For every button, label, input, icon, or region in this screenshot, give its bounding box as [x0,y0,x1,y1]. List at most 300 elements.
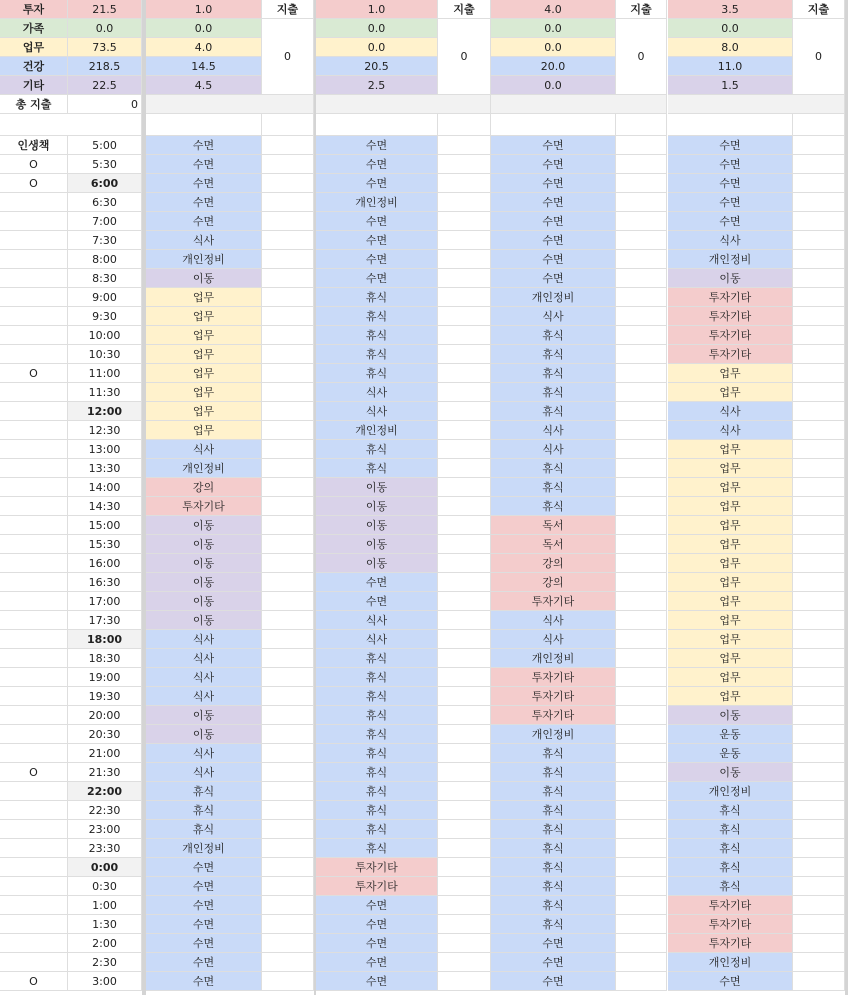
activity-cell[interactable]: 수면 [668,174,793,193]
expense-cell[interactable] [438,972,491,991]
expense-cell[interactable] [793,155,845,174]
habit-mark[interactable] [0,725,68,744]
time-slot[interactable]: 20:00 [68,706,142,725]
activity-cell[interactable]: 수면 [491,972,616,991]
day-category-hours[interactable]: 14.5 [146,57,262,76]
day-category-hours[interactable]: 0.0 [491,76,616,95]
activity-cell[interactable]: 휴식 [316,440,438,459]
activity-cell[interactable]: 휴식 [491,801,616,820]
activity-cell[interactable]: 휴식 [146,820,262,839]
activity-cell[interactable]: 운동 [668,744,793,763]
expense-cell[interactable] [262,668,314,687]
habit-mark[interactable] [0,668,68,687]
category-total[interactable]: 21.5 [68,0,142,19]
expense-cell[interactable] [616,725,667,744]
expense-cell[interactable] [438,592,491,611]
activity-cell[interactable]: 휴식 [491,744,616,763]
activity-cell[interactable]: 휴식 [668,801,793,820]
expense-cell[interactable] [262,934,314,953]
activity-cell[interactable]: 휴식 [316,801,438,820]
activity-cell[interactable]: 수면 [491,136,616,155]
expense-cell[interactable] [616,345,667,364]
activity-cell[interactable]: 업무 [668,497,793,516]
activity-cell[interactable]: 수면 [491,250,616,269]
day-category-hours[interactable]: 0.0 [668,19,793,38]
habit-mark[interactable] [0,440,68,459]
expense-cell[interactable] [438,269,491,288]
expense-cell[interactable] [616,459,667,478]
expense-cell[interactable] [438,212,491,231]
habit-mark[interactable] [0,782,68,801]
habit-mark[interactable] [0,516,68,535]
time-slot[interactable]: 9:30 [68,307,142,326]
day-category-hours[interactable]: 4.0 [146,38,262,57]
activity-cell[interactable]: 식사 [491,611,616,630]
activity-cell[interactable]: 수면 [668,155,793,174]
expense-cell[interactable] [262,440,314,459]
expense-cell[interactable] [438,421,491,440]
expense-cell[interactable] [262,706,314,725]
activity-cell[interactable]: 투자기타 [316,858,438,877]
expense-cell[interactable] [616,174,667,193]
habit-mark[interactable] [0,706,68,725]
activity-cell[interactable]: 개인정비 [491,288,616,307]
time-slot[interactable]: 9:00 [68,288,142,307]
time-slot[interactable]: 18:00 [68,630,142,649]
activity-cell[interactable]: 이동 [316,516,438,535]
habit-mark[interactable] [0,630,68,649]
activity-cell[interactable]: 휴식 [491,364,616,383]
expense-cell[interactable] [262,231,314,250]
expense-cell[interactable] [262,288,314,307]
habit-mark[interactable] [0,421,68,440]
habit-mark[interactable] [0,269,68,288]
expense-cell[interactable] [616,630,667,649]
activity-cell[interactable]: 개인정비 [491,649,616,668]
expense-cell[interactable] [262,877,314,896]
activity-cell[interactable]: 개인정비 [316,421,438,440]
activity-cell[interactable]: 이동 [316,554,438,573]
expense-cell[interactable] [262,915,314,934]
expense-cell[interactable] [616,326,667,345]
activity-cell[interactable]: 수면 [668,972,793,991]
activity-cell[interactable]: 수면 [316,212,438,231]
day-category-hours[interactable]: 0.0 [316,38,438,57]
expense-cell[interactable] [793,706,845,725]
activity-cell[interactable]: 수면 [146,915,262,934]
activity-cell[interactable]: 업무 [146,288,262,307]
expense-cell[interactable] [438,649,491,668]
expense-cell[interactable] [616,896,667,915]
activity-cell[interactable]: 업무 [146,307,262,326]
time-slot[interactable]: 8:30 [68,269,142,288]
expense-cell[interactable] [262,326,314,345]
habit-mark[interactable] [0,573,68,592]
activity-cell[interactable]: 휴식 [146,782,262,801]
expense-cell[interactable] [262,345,314,364]
activity-cell[interactable]: 개인정비 [146,459,262,478]
expense-cell[interactable] [262,174,314,193]
expense-cell[interactable] [438,877,491,896]
habit-mark[interactable]: O [0,174,68,193]
expense-cell[interactable] [616,573,667,592]
expense-cell[interactable] [262,725,314,744]
activity-cell[interactable]: 휴식 [146,801,262,820]
habit-mark[interactable] [0,801,68,820]
expense-cell[interactable] [616,649,667,668]
activity-cell[interactable]: 투자기타 [668,288,793,307]
time-slot[interactable]: 12:00 [68,402,142,421]
expense-cell[interactable] [793,573,845,592]
expense-cell[interactable] [616,915,667,934]
day-category-hours[interactable]: 2.5 [316,76,438,95]
expense-cell[interactable] [616,269,667,288]
expense-cell[interactable] [793,345,845,364]
expense-cell[interactable] [262,136,314,155]
activity-cell[interactable]: 수면 [491,269,616,288]
activity-cell[interactable]: 업무 [668,516,793,535]
activity-cell[interactable]: 투자기타 [668,345,793,364]
activity-cell[interactable]: 수면 [316,934,438,953]
activity-cell[interactable]: 휴식 [491,383,616,402]
activity-cell[interactable]: 휴식 [491,478,616,497]
activity-cell[interactable]: 식사 [491,630,616,649]
expense-cell[interactable] [438,478,491,497]
time-slot[interactable]: 11:30 [68,383,142,402]
day-category-hours[interactable]: 3.5 [668,0,793,19]
activity-cell[interactable]: 휴식 [316,307,438,326]
expense-cell[interactable] [438,554,491,573]
expense-cell[interactable] [793,516,845,535]
activity-cell[interactable]: 휴식 [491,915,616,934]
habit-mark[interactable] [0,497,68,516]
expense-cell[interactable] [793,535,845,554]
activity-cell[interactable]: 휴식 [491,820,616,839]
habit-mark[interactable]: O [0,972,68,991]
category-label[interactable]: 건강 [0,57,68,76]
expense-cell[interactable] [438,535,491,554]
expense-cell[interactable] [793,174,845,193]
habit-mark[interactable] [0,383,68,402]
activity-cell[interactable]: 이동 [668,763,793,782]
activity-cell[interactable]: 식사 [146,763,262,782]
category-label[interactable]: 가족 [0,19,68,38]
expense-cell[interactable] [438,174,491,193]
time-slot[interactable]: 23:00 [68,820,142,839]
expense-cell[interactable] [438,459,491,478]
activity-cell[interactable]: 휴식 [316,744,438,763]
expense-cell[interactable] [793,782,845,801]
time-slot[interactable]: 21:00 [68,744,142,763]
habit-mark[interactable] [0,744,68,763]
expense-cell[interactable] [616,972,667,991]
activity-cell[interactable]: 휴식 [668,839,793,858]
activity-cell[interactable]: 식사 [491,440,616,459]
activity-cell[interactable]: 휴식 [316,687,438,706]
expense-cell[interactable] [438,288,491,307]
habit-mark[interactable] [0,288,68,307]
expense-cell[interactable] [793,554,845,573]
activity-cell[interactable]: 운동 [668,725,793,744]
activity-cell[interactable]: 수면 [316,136,438,155]
activity-cell[interactable]: 식사 [146,630,262,649]
expense-cell[interactable] [438,801,491,820]
activity-cell[interactable]: 휴식 [316,649,438,668]
expense-cell[interactable] [616,155,667,174]
activity-cell[interactable]: 독서 [491,535,616,554]
day-category-hours[interactable]: 20.0 [491,57,616,76]
activity-cell[interactable]: 식사 [146,440,262,459]
activity-cell[interactable]: 업무 [668,459,793,478]
activity-cell[interactable]: 휴식 [316,459,438,478]
expense-cell[interactable] [616,440,667,459]
time-slot[interactable]: 17:00 [68,592,142,611]
activity-cell[interactable]: 수면 [146,136,262,155]
expense-cell[interactable] [438,744,491,763]
day-category-hours[interactable]: 20.5 [316,57,438,76]
time-slot[interactable]: 2:30 [68,953,142,972]
activity-cell[interactable]: 투자기타 [316,877,438,896]
activity-cell[interactable]: 식사 [146,668,262,687]
expense-cell[interactable] [438,383,491,402]
expense-cell[interactable] [262,763,314,782]
activity-cell[interactable]: 이동 [316,497,438,516]
activity-cell[interactable]: 휴식 [491,839,616,858]
expense-cell[interactable] [616,136,667,155]
expense-cell[interactable] [262,364,314,383]
expense-cell[interactable] [616,516,667,535]
expense-cell[interactable] [438,402,491,421]
activity-cell[interactable]: 휴식 [491,497,616,516]
time-slot[interactable]: 14:00 [68,478,142,497]
expense-header[interactable]: 지출 [262,0,314,19]
activity-cell[interactable]: 이동 [668,269,793,288]
activity-cell[interactable]: 개인정비 [146,250,262,269]
time-slot[interactable]: 23:30 [68,839,142,858]
expense-cell[interactable] [262,212,314,231]
time-slot[interactable]: 1:30 [68,915,142,934]
expense-cell[interactable] [616,364,667,383]
habit-mark[interactable] [0,934,68,953]
expense-cell[interactable] [438,687,491,706]
activity-cell[interactable]: 수면 [316,269,438,288]
expense-cell[interactable] [793,687,845,706]
activity-cell[interactable]: 수면 [316,953,438,972]
activity-cell[interactable]: 휴식 [316,706,438,725]
activity-cell[interactable]: 이동 [146,573,262,592]
activity-cell[interactable]: 수면 [316,155,438,174]
time-slot[interactable]: 10:00 [68,326,142,345]
expense-value[interactable]: 0 [616,19,667,95]
activity-cell[interactable]: 휴식 [668,877,793,896]
expense-cell[interactable] [262,573,314,592]
time-slot[interactable]: 16:00 [68,554,142,573]
activity-cell[interactable]: 업무 [668,383,793,402]
day-category-hours[interactable]: 11.0 [668,57,793,76]
day-category-hours[interactable]: 1.0 [146,0,262,19]
expense-value[interactable]: 0 [438,19,491,95]
habit-mark[interactable] [0,250,68,269]
activity-cell[interactable]: 수면 [146,212,262,231]
expense-cell[interactable] [262,554,314,573]
activity-cell[interactable]: 업무 [146,345,262,364]
expense-cell[interactable] [793,326,845,345]
activity-cell[interactable]: 휴식 [316,345,438,364]
activity-cell[interactable]: 휴식 [316,782,438,801]
expense-cell[interactable] [616,611,667,630]
activity-cell[interactable]: 휴식 [491,402,616,421]
expense-cell[interactable] [438,136,491,155]
expense-cell[interactable] [793,668,845,687]
activity-cell[interactable]: 휴식 [316,364,438,383]
expense-cell[interactable] [438,725,491,744]
activity-cell[interactable]: 휴식 [491,858,616,877]
expense-cell[interactable] [793,402,845,421]
activity-cell[interactable]: 강의 [491,554,616,573]
activity-cell[interactable]: 식사 [146,231,262,250]
empty-cell[interactable] [316,114,438,136]
activity-cell[interactable]: 투자기타 [668,915,793,934]
activity-cell[interactable]: 휴식 [491,345,616,364]
activity-cell[interactable]: 식사 [146,649,262,668]
expense-cell[interactable] [616,934,667,953]
expense-value[interactable]: 0 [793,19,845,95]
activity-cell[interactable]: 개인정비 [668,782,793,801]
activity-cell[interactable]: 수면 [316,592,438,611]
activity-cell[interactable]: 개인정비 [668,250,793,269]
activity-cell[interactable]: 투자기타 [146,497,262,516]
expense-cell[interactable] [438,953,491,972]
expense-cell[interactable] [793,877,845,896]
activity-cell[interactable]: 수면 [491,231,616,250]
expense-cell[interactable] [262,801,314,820]
expense-cell[interactable] [793,972,845,991]
expense-cell[interactable] [262,782,314,801]
expense-cell[interactable] [793,136,845,155]
expense-cell[interactable] [262,193,314,212]
expense-cell[interactable] [793,725,845,744]
time-slot[interactable]: 1:00 [68,896,142,915]
expense-cell[interactable] [616,231,667,250]
expense-cell[interactable] [262,307,314,326]
expense-cell[interactable] [438,934,491,953]
expense-cell[interactable] [793,440,845,459]
activity-cell[interactable]: 이동 [146,592,262,611]
activity-cell[interactable]: 식사 [316,611,438,630]
expense-cell[interactable] [616,383,667,402]
expense-cell[interactable] [438,307,491,326]
activity-cell[interactable]: 식사 [668,421,793,440]
time-slot[interactable]: 2:00 [68,934,142,953]
expense-cell[interactable] [438,763,491,782]
activity-cell[interactable]: 개인정비 [146,839,262,858]
day-category-hours[interactable]: 0.0 [491,38,616,57]
habit-mark[interactable] [0,877,68,896]
expense-cell[interactable] [262,630,314,649]
empty-cell[interactable] [316,95,491,114]
expense-value[interactable]: 0 [262,19,314,95]
activity-cell[interactable]: 휴식 [316,725,438,744]
time-slot[interactable]: 14:30 [68,497,142,516]
habit-mark[interactable] [0,326,68,345]
time-slot[interactable]: 17:30 [68,611,142,630]
activity-cell[interactable]: 업무 [146,402,262,421]
empty-cell[interactable] [668,114,793,136]
expense-cell[interactable] [438,668,491,687]
habit-mark[interactable] [0,345,68,364]
activity-cell[interactable]: 휴식 [491,877,616,896]
expense-cell[interactable] [438,440,491,459]
day-category-hours[interactable]: 8.0 [668,38,793,57]
expense-cell[interactable] [262,953,314,972]
expense-cell[interactable] [793,858,845,877]
expense-cell[interactable] [262,649,314,668]
expense-cell[interactable] [262,820,314,839]
habit-mark[interactable] [0,231,68,250]
activity-cell[interactable]: 개인정비 [491,725,616,744]
time-slot[interactable]: 7:00 [68,212,142,231]
time-slot[interactable]: 10:30 [68,345,142,364]
empty-cell[interactable] [262,114,314,136]
day-category-hours[interactable]: 0.0 [146,19,262,38]
expense-cell[interactable] [438,516,491,535]
habit-mark[interactable] [0,592,68,611]
activity-cell[interactable]: 휴식 [316,839,438,858]
expense-cell[interactable] [262,839,314,858]
activity-cell[interactable]: 수면 [146,858,262,877]
activity-cell[interactable]: 개인정비 [316,193,438,212]
activity-cell[interactable]: 수면 [146,193,262,212]
activity-cell[interactable]: 업무 [146,364,262,383]
expense-cell[interactable] [438,915,491,934]
activity-cell[interactable]: 수면 [668,193,793,212]
habit-mark[interactable] [0,687,68,706]
expense-cell[interactable] [616,402,667,421]
expense-cell[interactable] [616,212,667,231]
activity-cell[interactable]: 이동 [146,516,262,535]
activity-cell[interactable]: 이동 [668,706,793,725]
habit-mark[interactable] [0,649,68,668]
expense-cell[interactable] [262,516,314,535]
activity-cell[interactable]: 업무 [668,668,793,687]
expense-cell[interactable] [793,288,845,307]
empty-cell[interactable] [491,95,667,114]
activity-cell[interactable]: 휴식 [668,820,793,839]
activity-cell[interactable]: 수면 [316,231,438,250]
activity-cell[interactable]: 강의 [491,573,616,592]
activity-cell[interactable]: 이동 [146,269,262,288]
empty-cell[interactable] [616,114,667,136]
expense-cell[interactable] [616,193,667,212]
expense-cell[interactable] [616,687,667,706]
activity-cell[interactable]: 업무 [146,326,262,345]
expense-cell[interactable] [793,915,845,934]
expense-cell[interactable] [262,155,314,174]
activity-cell[interactable]: 휴식 [316,288,438,307]
expense-cell[interactable] [262,896,314,915]
side-label[interactable]: 인생책 [0,136,68,155]
expense-cell[interactable] [262,250,314,269]
day-category-hours[interactable]: 0.0 [491,19,616,38]
day-category-hours[interactable]: 0.0 [316,19,438,38]
habit-mark[interactable] [0,459,68,478]
time-slot[interactable]: 3:00 [68,972,142,991]
activity-cell[interactable]: 업무 [668,687,793,706]
expense-cell[interactable] [616,554,667,573]
expense-cell[interactable] [793,953,845,972]
category-total[interactable]: 22.5 [68,76,142,95]
habit-mark[interactable] [0,858,68,877]
